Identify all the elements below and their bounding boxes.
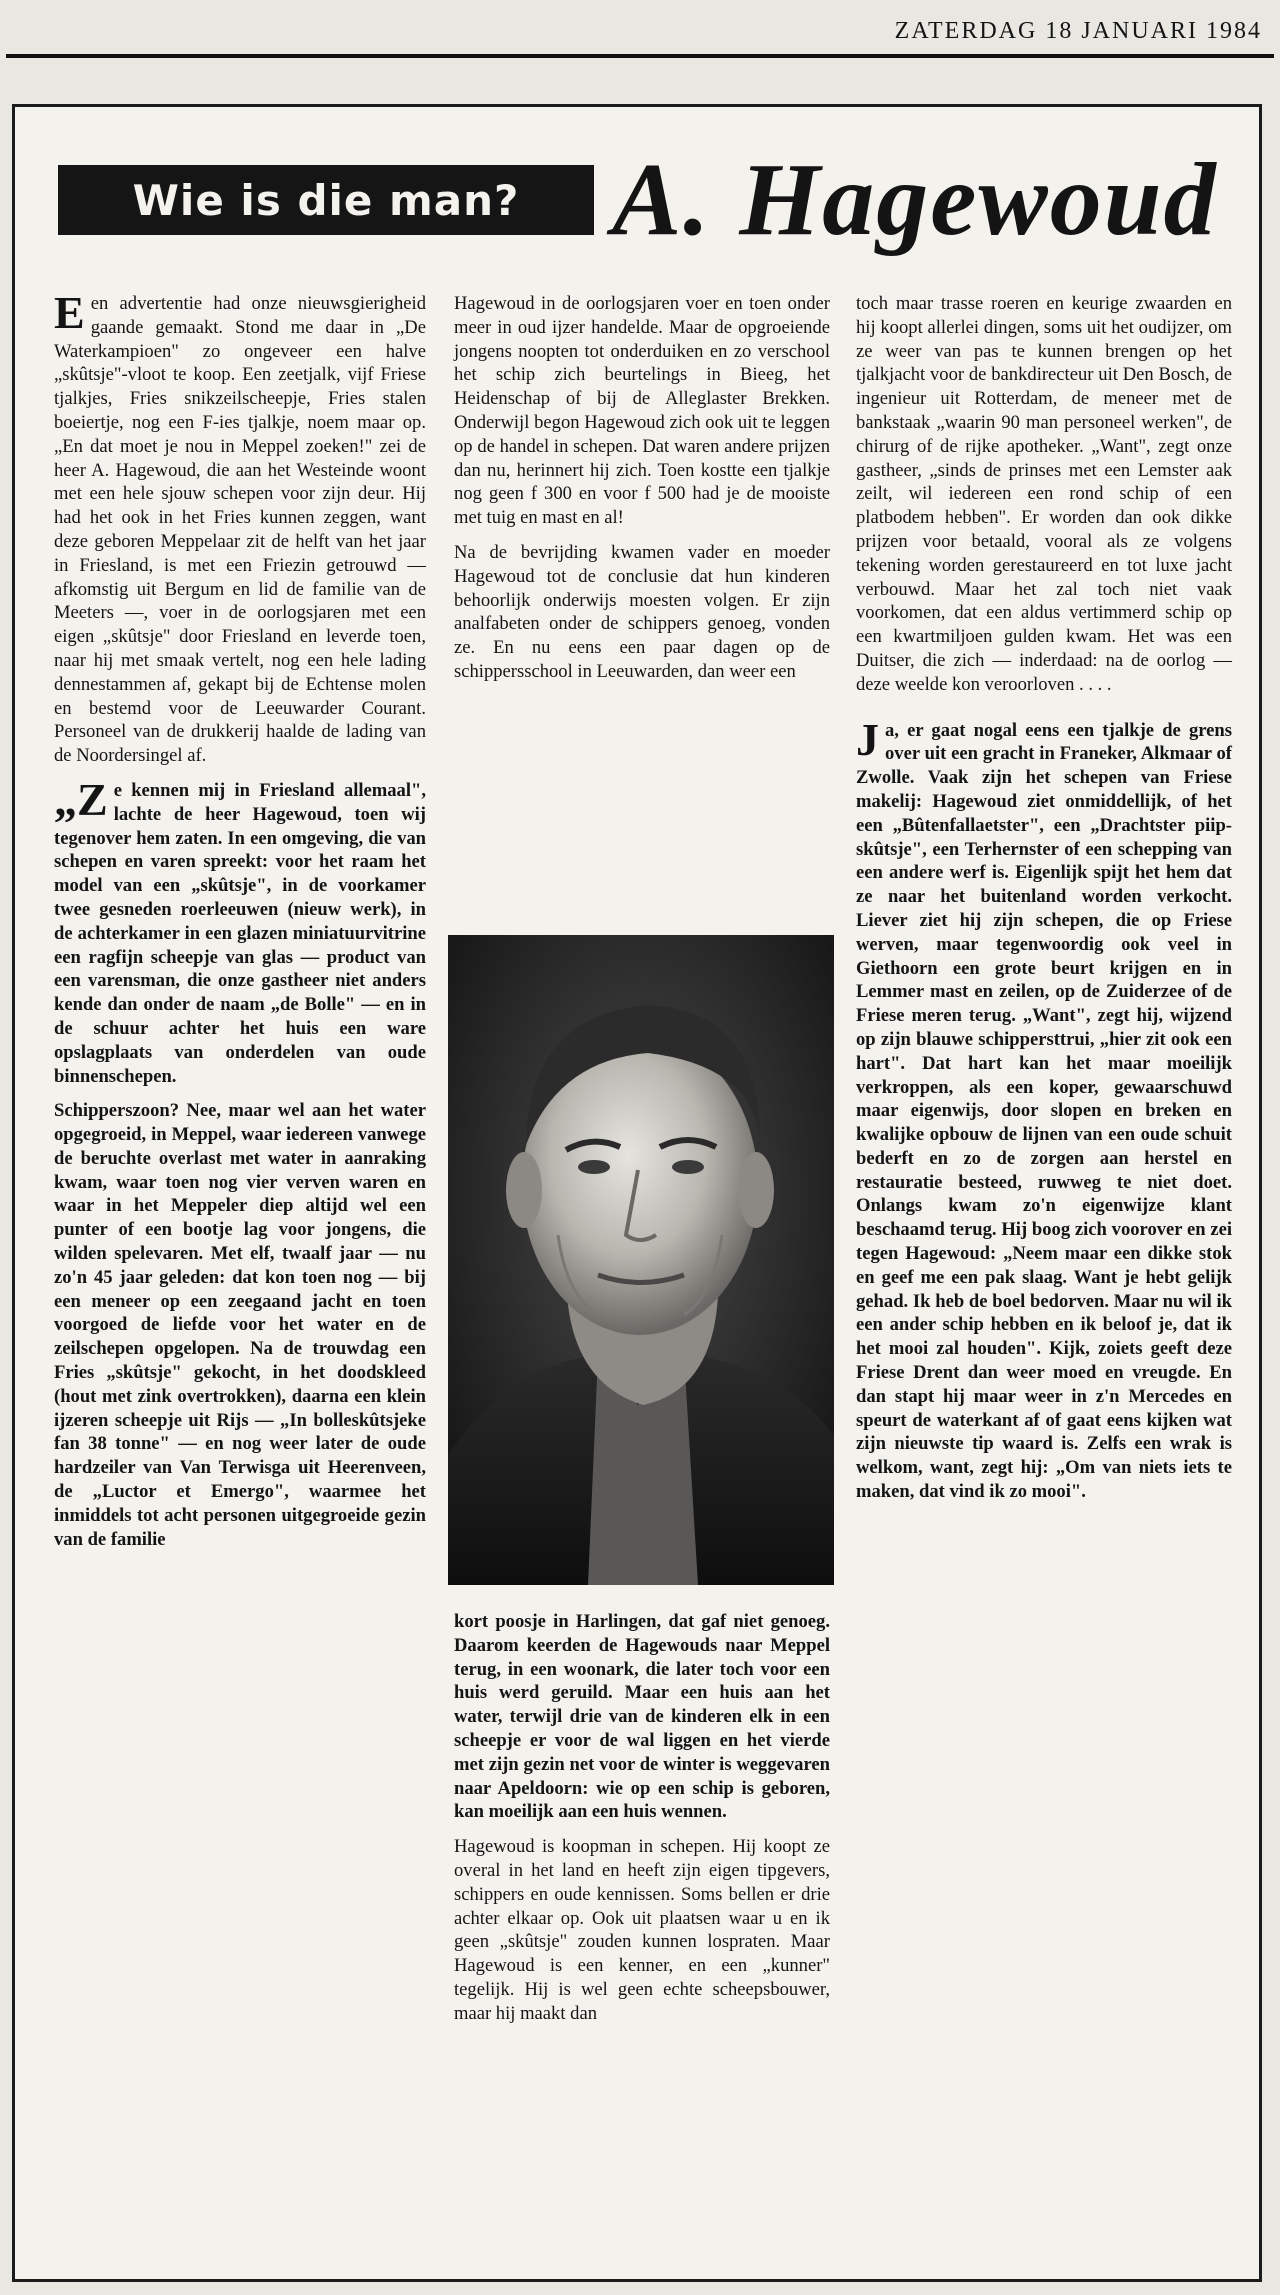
masthead-rule <box>6 54 1274 58</box>
paragraph-text: Schipperszoon? Nee, maar wel aan het water opgegroeid, in Meppel, waar iedereen vanwege de beruchte overlast met water in aanraking kwam, waar toen nog vier verven waren en waar in het Meppeler diep altijd wel een punter of een bootje lag voor jongens, die wilden spelevaren. Met elf, twaalf jaar — nu zo'n 45 jaar geleden: dat kon toen nog — bij een meneer op een zeegaand jacht en toen voorgoed de liefde voor het water en de zeilschepen opgelopen. Na de trouwdag een Fries „skûtsje" gekocht, in het doodskleed (hout met zink overtrokken), daarna een klein ijzeren scheepje uit Rijs — „In bolleskûtsjeke fan 38 tonne" — en nog weer later de oude hardzeiler van Van Terwisga uit Heerenveen, de „Luctor et Emergo", waarmee het inmiddels tot acht personen uitgegroeide gezin van de familie <box>54 1100 426 1550</box>
portrait-photo <box>448 935 834 1585</box>
paragraph-text: a, er gaat nogal eens een tjalkje de grens over uit een gracht in Franeker, Alkmaar of Zwolle. Vaak zijn het schepen van Friese makelij: Hagewoud ziet onmiddellijk, of het een „Bûtenfallaetster", een „Drachtster piip-skûtsje", een Terhernster of een schepping van een andere werf is. Eigenlijk spijt het hem dat ze naar het buitenland worden verkocht. Liever ziet hij zijn schepen, die op Friese werven, maar tegenwoordig ook veel in Giethoorn een grote beurt krijgen en in Lemmer mast en zeilen, op de Zuiderzee of de Friese meren terug. „Want", zegt hij, wijzend op zijn blauwe schippersttrui, „hier zit ook een hart". Dat hart kan het maar moeilijk verkroppen, als een koper, gewaarschuwd maar eigenwijs, door slopen en breken en kwalijke opbouw de lijnen van een oude schuit bederft en zo de zorgen aan herstel en restauratie besteed, ruwweg te niet doet. Onlangs kwam zo'n eigenwijze klant beschaamd terug. Hij boog zich voorover en zei tegen Hagewoud: „Neem maar een dikke stok en geef me een pak slaag. Want je hebt gelijk gehad. Ik heb de boel bedorven. Maar nu wil ik een ander schip hebben en ik beloof je, dat ik het mooi zal houden". Kijk, zoiets geeft deze Friese Drent dan weer moed en vreugde. En dan stapt hij maar weer in z'n Mercedes en speurt de waterkant af of gaat eens kijken wat zijn nieuwste tip waard is. Zelfs een wrak is welkom, want, zegt hij: „Om van niets iets te maken, dat vind ik zo mooi". <box>856 719 1232 1503</box>
paragraph-text: kort poosje in Harlingen, dat gaf niet genoeg. Daarom keerden de Hagewouds naar Meppel terug, in een woonark, die later toch voor een huis werd geruild. Maar een huis aan het water, terwijl drie van de kinderen elk in een scheepje er voor de wal liggen en het vierde met zijn gezin net voor de winter is weggevaren naar Apeldoorn: wie op een schip is geboren, kan moeilijk aan een huis wennen. <box>454 1611 830 1823</box>
paragraph-text: Hagewoud in de oorlogsjaren voer en toen onder meer in oud ijzer handelde. Maar de opgroeiende jongens noopten tot onderduiken en zo verschool het schip zich beurtelings in Bieeg, het Heidenschap of bij de Alleglaster Brekken. Onderwijl begon Hagewoud zich ook uit te leggen op de handel in schepen. Dat waren andere prijzen dan nu, herinnert hij zich. Toen kostte een tjalkje nog geen f 300 en voor f 500 had je de mooiste met tuig en mast en al! <box>454 293 830 529</box>
paragraph-text: Na de bevrijding kwamen vader en moeder Hagewoud tot de conclusie dat hun kinderen behoorlijk onderwijs moesten volgen. Er zijn analfabeten onder de schippers genoeg, vonden ze. En nu eens een paar dagen op de schippersschool in Leeuwarden, dan weer een <box>454 541 830 682</box>
article-column-2-continued <box>454 1610 830 2037</box>
article-column-1 <box>54 287 426 1562</box>
paragraph-text: e kennen mij in Friesland allemaal", lachte de heer Hagewoud, toen wij tegenover hem zaten. In een omgeving, die van schepen en varen spreekt: voor het raam het model van een „skûtsje", in de voorkamer twee gesneden roerleeuwen (nieuw werk), in de achterkamer in een glazen miniatuurvitrine een ragfijn scheepje van glas — product van een varensman, die onze gastheer niet anders kende dan onder de naam „de Bolle" — en in de schuur achter het huis een ware opslagplaats van onderdelen van oude binnenschepen. <box>54 779 426 1087</box>
paragraph <box>54 773 426 1088</box>
paragraph <box>856 713 1232 1504</box>
paragraph-text: toch maar trasse roeren en keurige zwaarden en hij koopt allerlei dingen, soms uit het oudijzer, om ze weer van pas te kunnen brengen op het tjalkjacht voor de bankdirecteur uit Den Bosch, de ingenieur uit Rotterdam, de meneer met de bankstaak „waarin 90 man personeel werken", de chirurg of de rijke apotheker. „Want", zegt onze gastheer, „sinds de prinses met een Lemster aak zeilt, wil iedereen een rond schip of een platbodem hebben". Er worden dan ook dikke prijzen voor betaald, vooral als ze volgens tekening worden gerestaureerd en tot luxe jacht verbouwd. Maar het zal toch niet vaak voorkomen, dat een aldus vertimmerd schip op een kwartmiljoen gulden kwam. Het was een Duitser, die zich — inderdaad: na de oorlog — deze weelde kon veroorloven . . . . <box>856 293 1232 695</box>
drop-cap: „Z <box>54 773 108 825</box>
paragraph-text: en advertentie had onze nieuwsgierigheid gaande gemaakt. Stond me daar in „De Waterkampioen" zo ongeveer een halve „skûtsje"-vloot te koop. Een zeetjalk, vijf Friese tjalkjes, Fries snikzeilscheepje, Fries stalen boeiertje, nog een F-ies tjalkje, noem maar op. „En dat moet je nou in Meppel zoeken!" zei de heer A. Hagewoud, die aan het Westeinde woont met een hele sjouw schepen voor zijn deur. Hij had het ook in het Fries kunnen zeggen, want deze geboren Meppelaar zit de helft van het jaar in Friesland, is met een Friezin getrouwd — afkomstig uit Bergum en lid de familie van de Meeters —, voer in de oorlogsjaren met een eigen „skûtsje" door Friesland en leverde toen, naar hij met smaak vertelt, nog een hele lading dennestammen af, gekapt bij de Echtense molen en bestemd voor de Leeuwarder Courant. Personeel van de drukkerij haalde de lading van de Noordersingel af. <box>54 293 426 767</box>
paragraph-text: Hagewoud is koopman in schepen. Hij koopt ze overal in het land en heeft zijn eigen tipgevers, schippers en oude kennissen. Soms bellen er drie achter elkaar op. Ook uit plaatsen waar u en ik geen „skûtsje" zouden kunnen lospraten. Maar Hagewoud is een kenner, en een „kunner" tegelijk. Hij is wel geen echte scheepsbouwer, maar hij maakt dan <box>454 1836 830 2024</box>
article-headline: A. Hagewoud <box>612 142 1218 257</box>
newspaper-date: ZATERDAG 18 JANUARI 1984 <box>894 18 1262 44</box>
portrait-photo-illustration <box>448 935 834 1585</box>
drop-cap: E <box>54 287 85 338</box>
masthead <box>0 0 1280 64</box>
column-label: Wie is die man? <box>58 165 594 235</box>
drop-cap: J <box>856 713 879 765</box>
article-column-2 <box>454 292 830 695</box>
article-column-3 <box>856 292 1232 1515</box>
paragraph <box>54 287 426 768</box>
